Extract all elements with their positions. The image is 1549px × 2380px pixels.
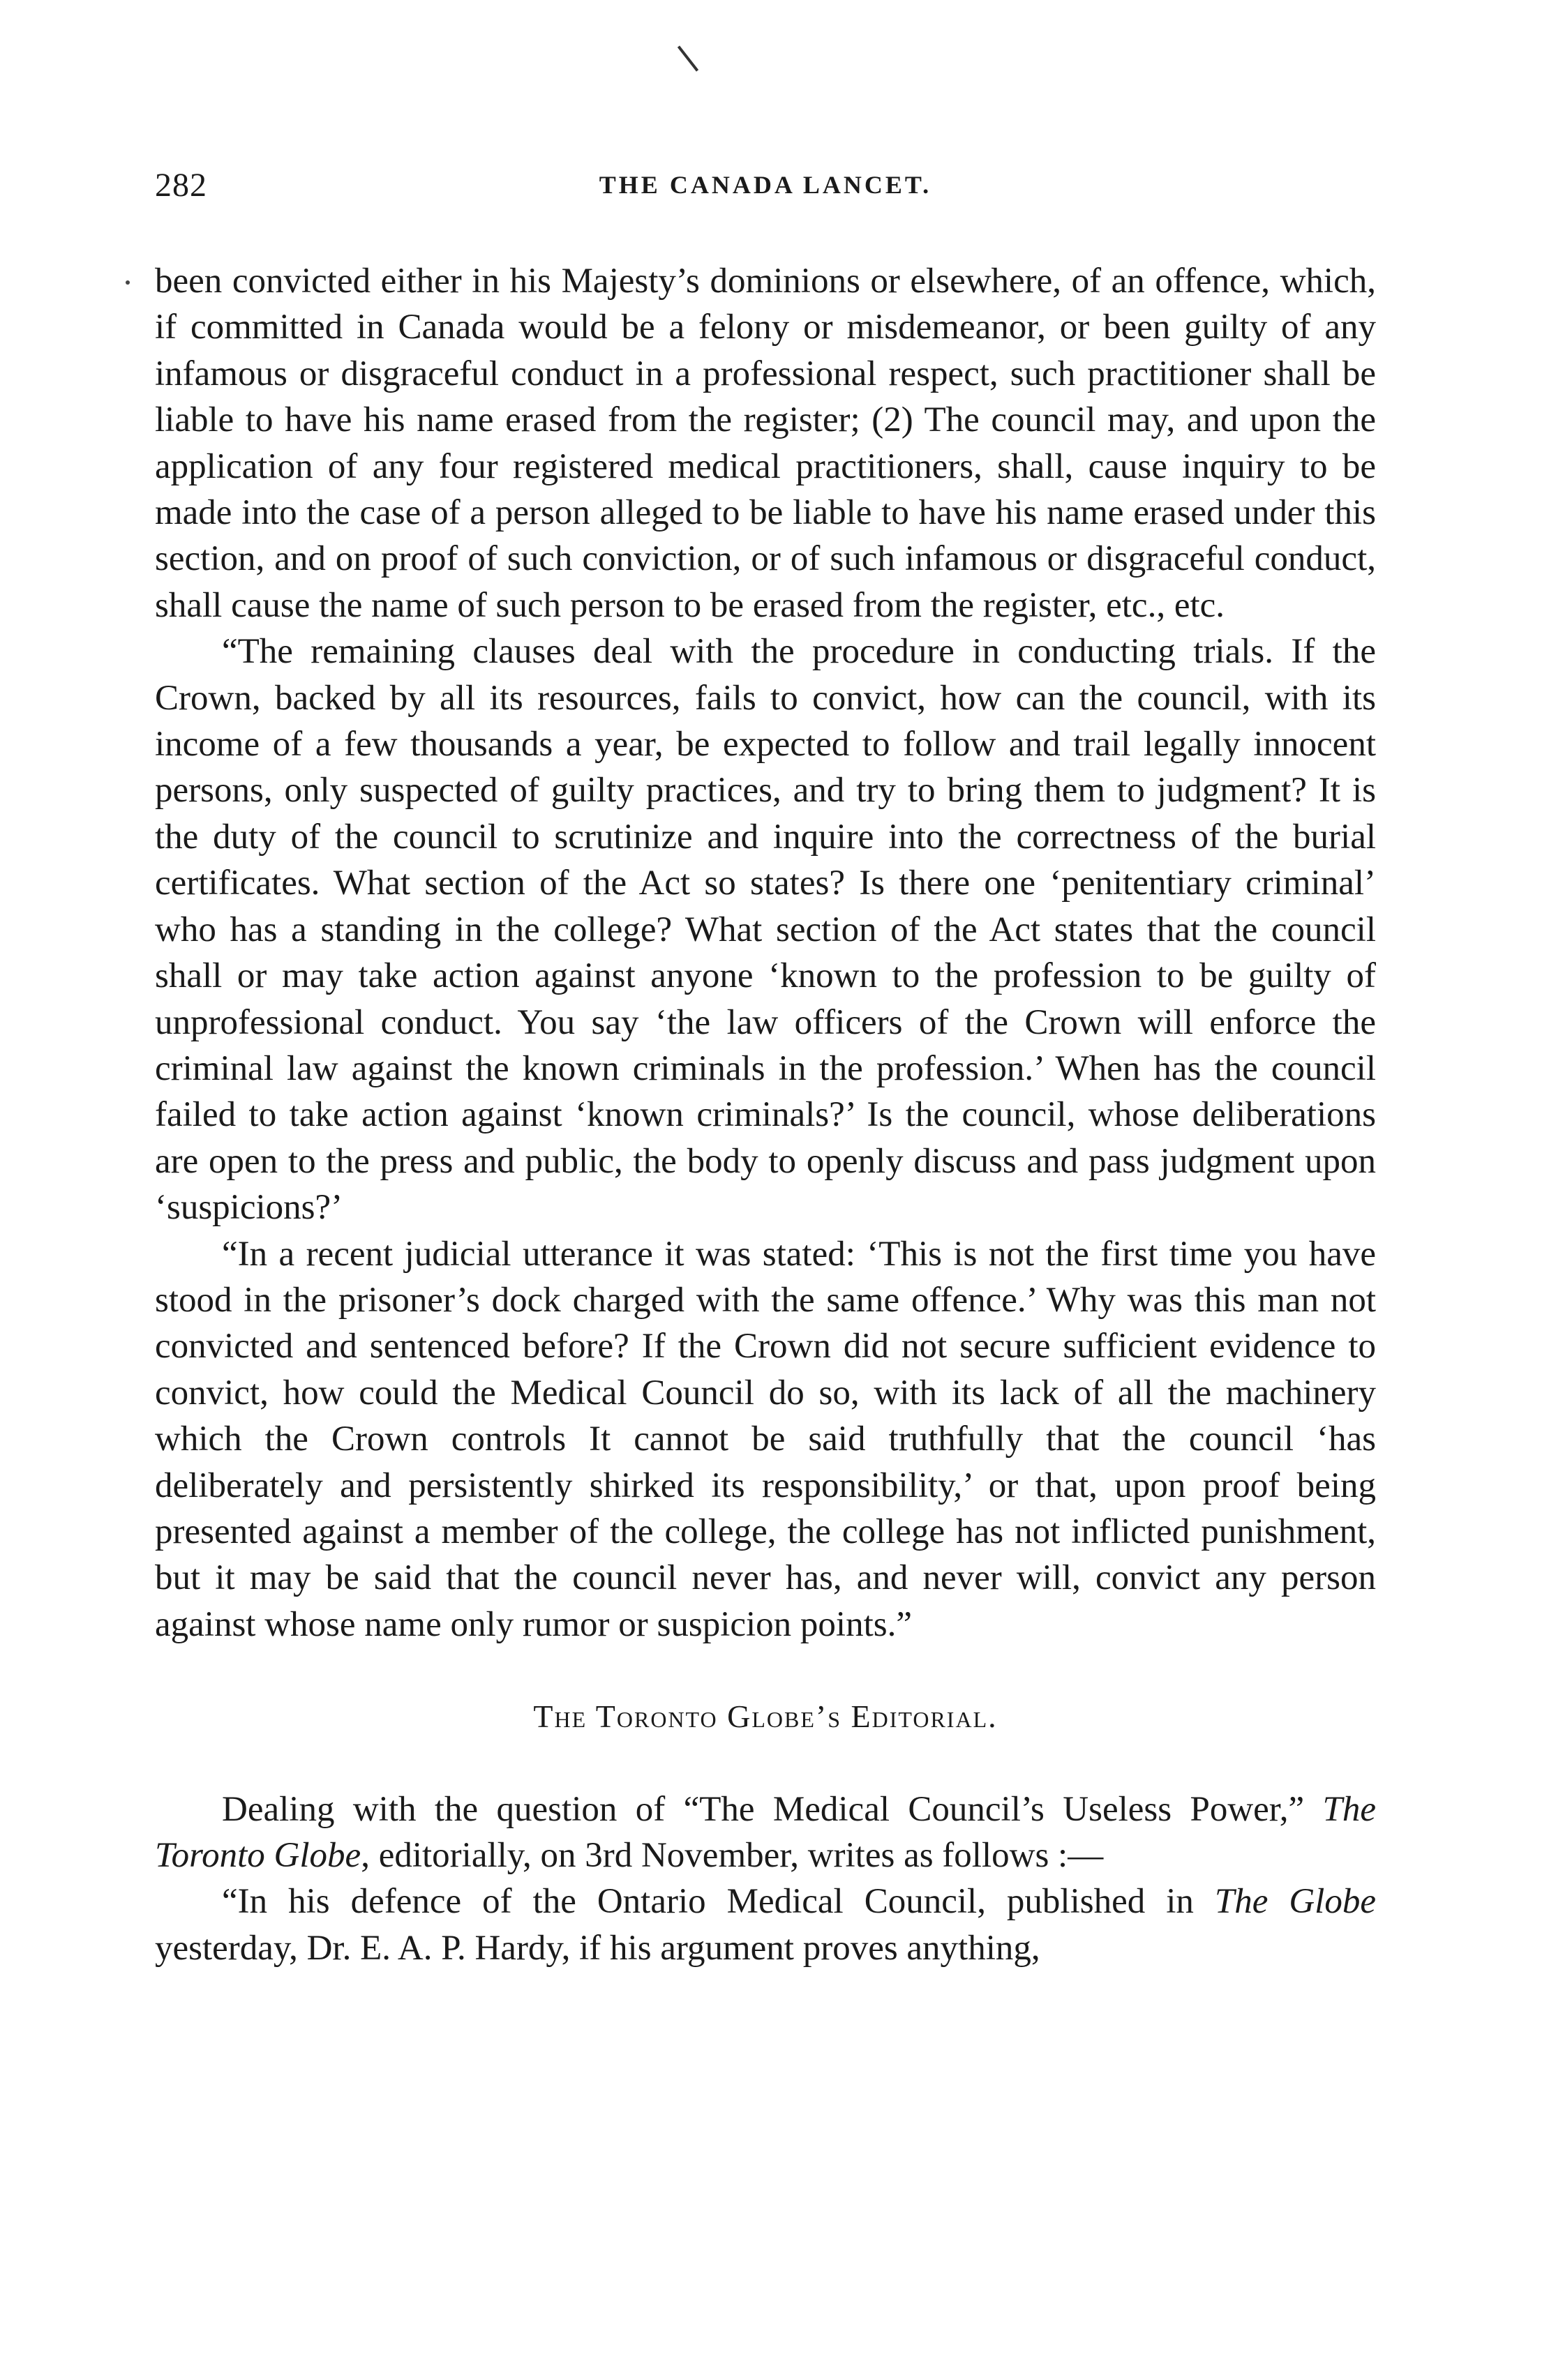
paragraph-4-text-before: Dealing with the question of “The Medical Council’s Useless Power,” [222,1789,1323,1829]
paragraph-5 [155,1878,1376,1971]
paragraph-3: “In a recent judicial utterance it was stated: ‘This is not the first time you have stood in the prisoner’s dock charged with the same offence.’ Why was this man not convicted and sentenced before? If the Crown did not secure sufficient evidence to convict, how could the Medical Council do so, with its lack of all the machinery which the Crown controls It cannot be said truthfully that the council ‘has deliberately and persistently shirked its responsibility,’ or that, upon proof being presented against a member of the college, the college has not inflicted punishment, but it may be said that the council never has, and never will, convict any person against whose name only rumor or suspicion points.” [155,1234,1376,1644]
article-body [155,258,1376,1971]
paragraph-5-italic-title: The Globe [1214,1882,1376,1922]
paragraph-5-text-before: “In his defence of the Ontario Medical Council, published in [222,1882,1215,1922]
page-number: 282 [155,167,207,204]
running-head [155,166,1376,215]
section-heading: The Toronto Globe’s Editorial. [533,1699,998,1735]
paragraph-1: been convicted either in his Majesty’s dominions or elsewhere, of an offence, which, if committed in Canada would be a felony or misdemeanor, or been guilty of any infamous or disgraceful conduct in a professional respect, such practitioner shall be liable to have his name erased from the register; (2) The council may, and upon the application of any four registered medical practitioners, shall, cause inquiry to be made into the case of a person alleged to be liable to have his name erased under this section, and on proof of such conviction, or of such infamous or disgraceful conduct, shall cause the name of such person to be erased from the register, etc., etc. [155,262,1376,625]
paragraph-4-text-after: , editorially, on 3rd November, writes as follows :— [361,1836,1104,1875]
journal-title: THE CANADA LANCET. [599,171,932,199]
print-speck [678,45,698,71]
paragraph-4-italic-title: The Toronto Globe [155,1789,1376,1875]
paragraph-4 [155,1786,1376,1879]
margin-dot [126,280,130,285]
paragraph-2: “The remaining clauses deal with the procedure in conducting trials. If the Crown, backed by all its resources, fails to convict, how can the council, with its income of a few thousands a year, be expected to follow and trail legally innocent persons, only suspected of guilty practices, and try to bring them to judgment? It is the duty of the council to scrutinize and inquire into the correctness of the burial certificates. What section of the Act so states? Is there one ‘penitentiary criminal’ who has a standing in the college? What section of the Act states that the council shall or may take action against anyone ‘known to the profession to be guilty of unprofessional conduct. You say ‘the law officers of the Crown will enforce the criminal law against the known criminals in the profession.’ When has the council failed to take action against ‘known criminals?’ Is the council, whose deliberations are open to the press and public, the body to openly discuss and pass judgment upon ‘suspicions?’ [155,632,1376,1228]
paragraph-5-text-after: yesterday, Dr. E. A. P. Hardy, if his argument proves anything, [155,1928,1040,1968]
